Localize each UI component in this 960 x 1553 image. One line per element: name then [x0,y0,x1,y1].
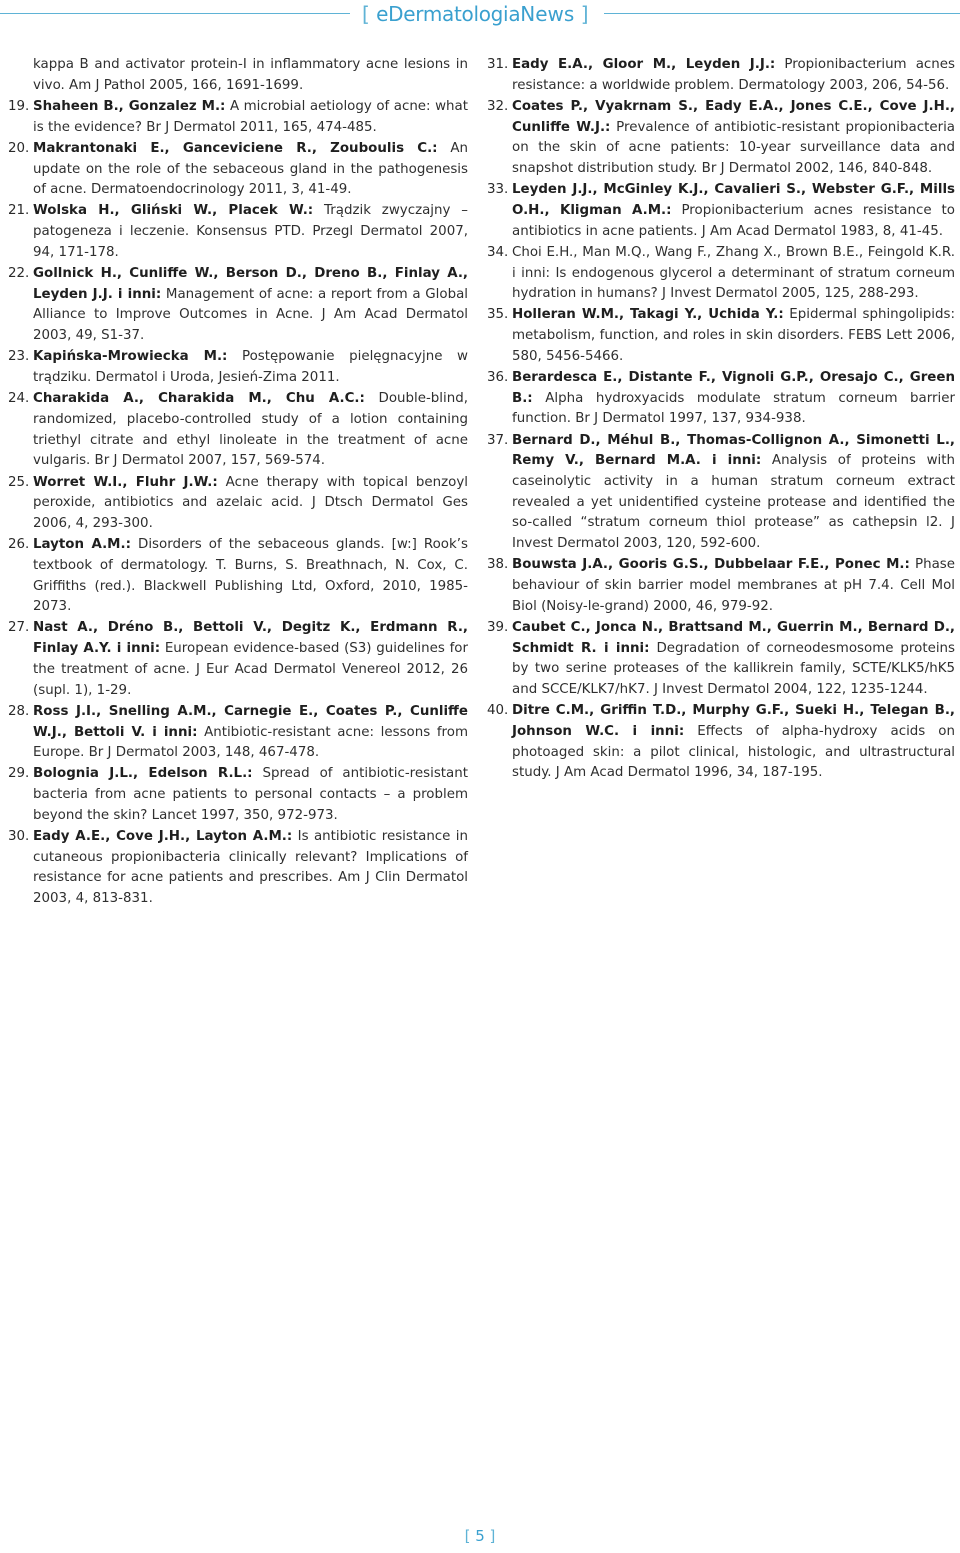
reference-citation: Prevalence of antibiotic-resistant propionibacteria on the skin of acne patients: 10-year surveillance data and snapshot distribution study. Br J Dermatol 2002, 146, 840-848. [512,119,955,177]
reference-item [8,702,468,764]
reference-number: 40. [487,703,509,719]
reference-number: 23. [8,349,30,365]
brand-bracket-open: [ [362,2,370,26]
reference-citation: Alpha hydroxyacids modulate stratum corneum barrier function. Br J Dermatol 1997, 137, 934-938. [512,390,955,427]
reference-item [8,473,468,535]
reference-item [487,701,955,784]
reference-item [487,618,955,701]
reference-number: 35. [487,307,509,323]
reference-item [8,618,468,701]
reference-item [487,305,955,367]
references-left-column [8,55,468,910]
reference-citation: Degradation of corneodesmosome proteins by two serine proteases of the kallikrein family, SCTE/KLK5/hK5 and SCCE/KLK7/hK7. J Invest Dermatol 2004, 122, 1235-1244. [512,640,956,698]
reference-number: 31. [487,57,509,72]
page-header [0,0,960,30]
reference-citation: Trądzik zwyczajny – patogeneza i leczenie. Konsensus PTD. Przegl Dermatol 2007, 94, 171-178. [33,203,468,260]
reference-number: 38. [487,557,509,573]
page-footer [0,1527,960,1545]
reference-number: 22. [8,266,30,282]
reference-authors: Bernard D., Méhul B., Thomas-Collignon A., Simonetti L., Remy V., Bernard M.A. i inni: [512,432,955,469]
reference-item [8,347,468,388]
brand-name-part2: News [520,2,575,26]
reference-item [8,139,468,201]
reference-authors: Shaheen B., Gonzalez M.: [33,98,226,114]
reference-citation: Acne therapy with topical benzoyl peroxide, antibiotics and azelaic acid. J Dtsch Dermatol Ges 2006, 4, 293-300. [33,474,469,531]
reference-number: 30. [8,829,30,845]
reference-number: 29. [8,766,30,782]
reference-number: 32. [487,98,509,114]
brand-name-part1: eDermatologia [376,2,521,26]
reference-item [8,764,468,826]
reference-item [8,55,468,96]
reference-citation: Propionibacterium acnes resistance to antibiotics in acne patients. J Am Acad Dermatol 1983, 8, 41-45. [512,202,955,239]
reference-item [487,431,955,555]
reference-number: 39. [487,619,509,635]
reference-citation: Propionibacterium acnes resistance: a worldwide problem. Dermatology 2003, 206, 54-56. [512,57,955,93]
reference-authors: Kapińska-Mrowiecka M.: [33,349,228,365]
reference-citation: European evidence-based (S3) guidelines for the treatment of acne. J Eur Acad Dermatol Venereol 2012, 26 (supl. 1), 1-29. [33,641,469,698]
reference-number: 24. [8,391,30,407]
reference-authors: Wolska H., Gliński W., Placek W.: [33,203,314,219]
reference-item [8,97,468,138]
reference-item [8,389,468,472]
reference-citation: Is antibiotic resistance in cutaneous propionibacteria clinically relevant? Implications of resistance for acne patients and prescribes. Am J Clin Dermatol 2003, 4, 813-831. [33,829,468,907]
page-number: 5 [475,1527,485,1545]
reference-item [8,201,468,263]
reference-item [487,243,955,305]
reference-authors: Ross J.I., Snelling A.M., Carnegie E., Coates P., Cunliffe W.J., Bettoli V. i inni: [33,703,468,740]
reference-number: 36. [487,370,509,386]
reference-number: 25. [8,474,30,490]
reference-authors: Eady A.E., Cove J.H., Layton A.M.: [33,829,293,845]
reference-citation: Postępowanie pielęgnacyjne w trądziku. Dermatol i Uroda, Jesień-Zima 2011. [33,349,468,386]
reference-citation: Antibiotic-resistant acne: lessons from Europe. Br J Dermatol 2003, 148, 467-478. [33,724,468,761]
reference-number: 28. [8,703,30,719]
header-rule-right [604,13,960,14]
reference-number: 20. [8,140,30,156]
journal-brand [362,0,589,28]
reference-authors: Bouwsta J.A., Gooris G.S., Dubbelaar F.E., Ponec M.: [512,557,910,573]
reference-authors: Bolognia J.L., Edelson R.L.: [33,766,253,782]
reference-item [487,97,955,180]
reference-authors: Eady E.A., Gloor M., Leyden J.J.: [512,57,776,72]
reference-item [8,827,468,910]
reference-citation: kappa B and activator protein-I in inflammatory acne lesions in vivo. Am J Pathol 2005, 166, 1691-1699. [33,57,468,93]
reference-item [487,368,955,430]
reference-authors: Gollnick H., Cunliffe W., Berson D., Dreno B., Finlay A., Leyden J.J. i inni: [33,266,468,302]
reference-authors: Berardesca E., Distante F., Vignoli G.P., Oresajo C., Green B.: [512,370,955,406]
reference-number: 34. [487,244,509,260]
references-right-column [487,55,955,785]
reference-citation: Spread of antibiotic-resistant bacteria from acne patients to personal contacts – a problem beyond the skin? Lancet 1997, 350, 972-973. [33,766,468,823]
reference-item [487,55,955,96]
reference-authors: Makrantonaki E., Ganceviciene R., Zouboulis C.: [33,140,438,156]
reference-citation: Epidermal sphingolipids: metabolism, function, and roles in skin disorders. FEBS Lett 2006, 580, 5456-5466. [512,307,956,364]
footer-bracket-close: ] [489,1527,496,1545]
reference-number: 21. [8,203,30,219]
reference-citation: Double-blind, randomized, placebo-controlled study of a lotion containing triethyl citrate and ethyl linoleate in the treatment of acne vulgaris. Br J Dermatol 2007, 157, 569-574. [33,391,468,469]
reference-citation: Disorders of the sebaceous glands. [w:] Rook’s textbook of dermatology. T. Burns, S. Breathnach, N. Cox, C. Griffiths (red.). Blackwell Publishing Ltd, Oxford, 2010, 1985-2073. [33,537,468,615]
reference-citation: Phase behaviour of skin barrier model membranes at pH 7.4. Cell Mol Biol (Noisy-le-grand) 2000, 46, 979-92. [512,557,955,614]
reference-authors: Caubet C., Jonca N., Brattsand M., Guerrin M., Bernard D., Schmidt R. i inni: [512,619,955,656]
reference-number: 33. [487,182,509,198]
reference-item [487,555,955,617]
reference-citation: Choi E.H., Man M.Q., Wang F., Zhang X., Brown B.E., Feingold K.R. i inni: Is endogenous glycerol a determinant of stratum corneum hydration in humans? J Invest Dermatol 2005, 125, 288-293. [512,244,955,302]
reference-number: 19. [8,98,30,114]
reference-authors: Nast A., Dréno B., Bettoli V., Degitz K., Erdmann R., Finlay A.Y. i inni: [33,620,468,657]
reference-citation: A microbial aetiology of acne: what is the evidence? Br J Dermatol 2011, 165, 474-485. [33,98,468,135]
header-rule-left [0,13,350,14]
reference-authors: Leyden J.J., McGinley K.J., Cavalieri S., Webster G.F., Mills O.H., Kligman A.M.: [512,182,955,218]
reference-citation: Effects of alpha-hydroxy acids on photoaged skin: a pilot clinical, histologic, and ultrastructural study. J Am Acad Dermatol 1996, 34, 187-195. [512,724,955,781]
footer-bracket-open: [ [464,1527,471,1545]
brand-bracket-close: ] [580,2,589,26]
reference-citation: Analysis of proteins with caseinolytic activity in a human stratum corneum extract revealed a yet unidentified cysteine protease and identified the so-called “stratum corneum thiol protease” as cathepsin l2. J Invest Dermatol 2003, 120, 592-600. [512,453,955,552]
reference-item [8,264,468,347]
reference-authors: Coates P., Vyakrnam S., Eady E.A., Jones C.E., Cove J.H., Cunliffe W.J.: [512,98,955,135]
reference-number: 26. [8,537,30,553]
reference-authors: Worret W.I., Fluhr J.W.: [33,474,218,490]
reference-item [8,535,468,618]
reference-number: 37. [487,432,509,448]
reference-authors: Holleran W.M., Takagi Y., Uchida Y.: [512,307,784,323]
reference-item [487,180,955,242]
reference-number: 27. [8,620,30,636]
reference-citation: An update on the role of the sebaceous gland in the pathogenesis of acne. Dermatoendocrinology 2011, 3, 41-49. [33,140,468,198]
reference-citation: Management of acne: a report from a Global Alliance to Improve Outcomes in Acne. J Am Acad Dermatol 2003, 49, S1-37. [33,286,468,344]
reference-authors: Layton A.M.: [33,537,131,553]
reference-authors: Charakida A., Charakida M., Chu A.C.: [33,391,365,407]
reference-authors: Ditre C.M., Griffin T.D., Murphy G.F., Sueki H., Telegan B., Johnson W.C. i inni: [512,703,955,739]
